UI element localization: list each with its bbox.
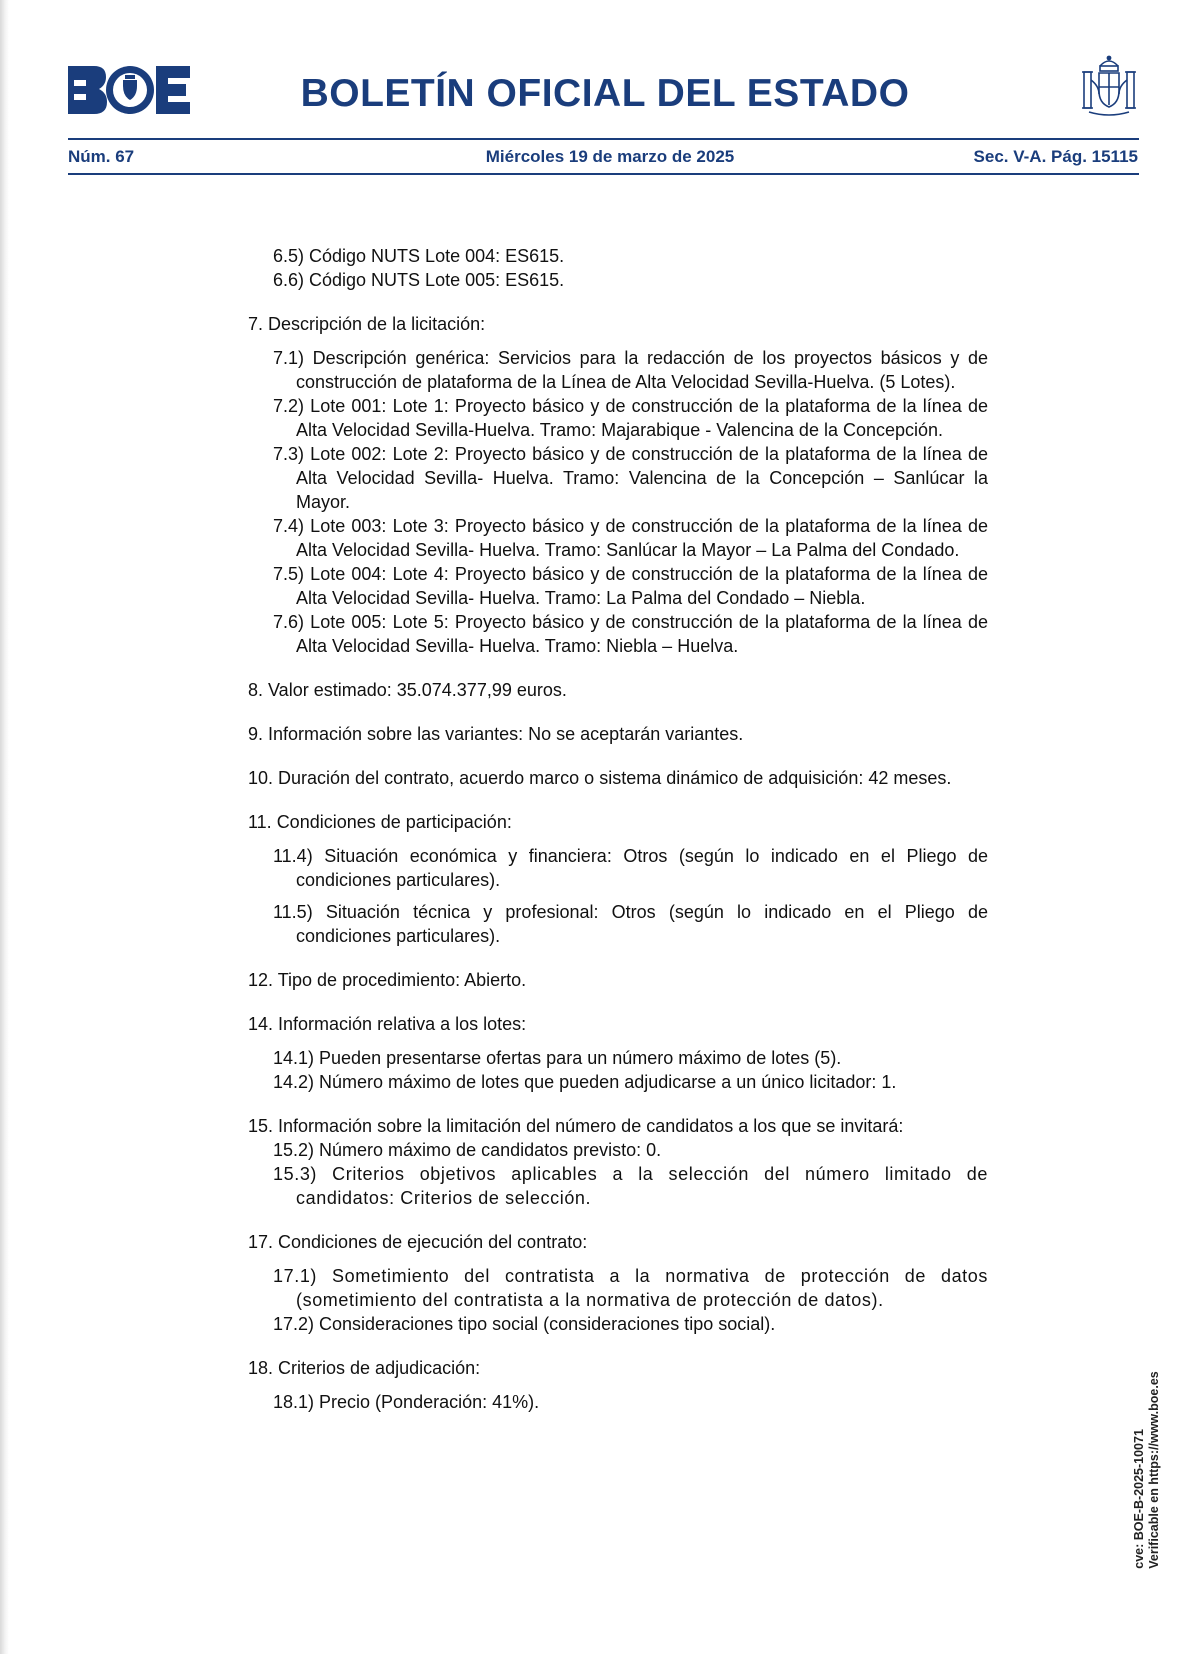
list-item: 15.2) Número máximo de candidatos previsto: 0.: [273, 1140, 662, 1160]
list-item: 6.5) Código NUTS Lote 004: ES615.: [273, 246, 565, 266]
list-item: 7.3) Lote 002: Lote 2: Proyecto básico y de construcción de la plataforma de la línea de Alta Velocidad Sevilla- Huelva. Tramo: Valencina de la Concepción – Sanlúcar la Mayor.: [273, 444, 988, 512]
page-edge-shadow: [0, 0, 9, 1654]
boe-logo: [68, 66, 190, 114]
coat-of-arms-icon: [1080, 54, 1138, 118]
section-heading: 18. Criterios de adjudicación:: [248, 1358, 481, 1378]
list-item: 7.6) Lote 005: Lote 5: Proyecto básico y de construcción de la plataforma de la línea de Alta Velocidad Sevilla- Huelva. Tramo: Niebla – Huelva.: [273, 612, 988, 656]
section-heading: 10. Duración del contrato, acuerdo marco o sistema dinámico de adquisición: 42 meses.: [248, 768, 952, 788]
section-heading: 9. Información sobre las variantes: No se aceptarán variantes.: [248, 724, 744, 744]
section-heading: 8. Valor estimado: 35.074.377,99 euros.: [248, 680, 567, 700]
header-rule-bottom: [68, 173, 1139, 175]
list-item: 17.2) Consideraciones tipo social (consideraciones tipo social).: [273, 1314, 776, 1334]
section-heading: 12. Tipo de procedimiento: Abierto.: [248, 970, 527, 990]
list-item: 6.6) Código NUTS Lote 005: ES615.: [273, 270, 565, 290]
section-heading: 15. Información sobre la limitación del número de candidatos a los que se invitará:: [248, 1116, 904, 1136]
section-heading: 17. Condiciones de ejecución del contrato:: [248, 1232, 588, 1252]
list-item: 7.5) Lote 004: Lote 4: Proyecto básico y de construcción de la plataforma de la línea de Alta Velocidad Sevilla- Huelva. Tramo: La Palma del Condado – Niebla.: [273, 564, 988, 608]
section-page: Sec. V-A. Pág. 15115: [973, 147, 1138, 166]
cve-code: cve: BOE-B-2025-10071: [1132, 1429, 1146, 1569]
section-heading: 11. Condiciones de participación:: [248, 812, 512, 832]
section-heading: 14. Información relativa a los lotes:: [248, 1014, 527, 1034]
publication-title: BOLETÍN OFICIAL DEL ESTADO: [300, 72, 910, 115]
section-heading: 7. Descripción de la licitación:: [248, 314, 486, 334]
list-item: 17.1) Sometimiento del contratista a la normativa de protección de datos (sometimiento del contratista a la normativa de protección de datos).: [273, 1266, 988, 1310]
list-item: 18.1) Precio (Ponderación: 41%).: [273, 1392, 540, 1412]
list-item: 11.4) Situación económica y financiera: Otros (según lo indicado en el Pliego de condiciones particulares).: [273, 846, 988, 890]
list-item: 14.1) Pueden presentarse ofertas para un número máximo de lotes (5).: [273, 1048, 842, 1068]
list-item: 15.3) Criterios objetivos aplicables a la selección del número limitado de candidatos: Criterios de selección.: [273, 1164, 988, 1208]
list-item: 7.2) Lote 001: Lote 1: Proyecto básico y de construcción de la plataforma de la línea de Alta Velocidad Sevilla-Huelva. Tramo: Majarabique - Valencina de la Concepción.: [273, 396, 988, 440]
list-item: 14.2) Número máximo de lotes que pueden adjudicarse a un único licitador: 1.: [273, 1072, 897, 1092]
issue-number: Núm. 67: [68, 147, 135, 166]
list-item: 11.5) Situación técnica y profesional: Otros (según lo indicado en el Pliego de condiciones particulares).: [273, 902, 988, 946]
verification-link[interactable]: Verificable en https://www.boe.es: [1147, 1371, 1161, 1569]
list-item: 7.4) Lote 003: Lote 3: Proyecto básico y de construcción de la plataforma de la línea de Alta Velocidad Sevilla- Huelva. Tramo: Sanlúcar la Mayor – La Palma del Condado.: [273, 516, 988, 560]
header-rule-top: [68, 138, 1139, 140]
verification-note: [1132, 1355, 1162, 1585]
issue-date: Miércoles 19 de marzo de 2025: [485, 147, 735, 166]
list-item: 7.1) Descripción genérica: Servicios para la redacción de los proyectos básicos y de construcción de plataforma de la Línea de Alta Velocidad Sevilla-Huelva. (5 Lotes).: [273, 348, 988, 392]
document-body: [248, 244, 988, 1414]
